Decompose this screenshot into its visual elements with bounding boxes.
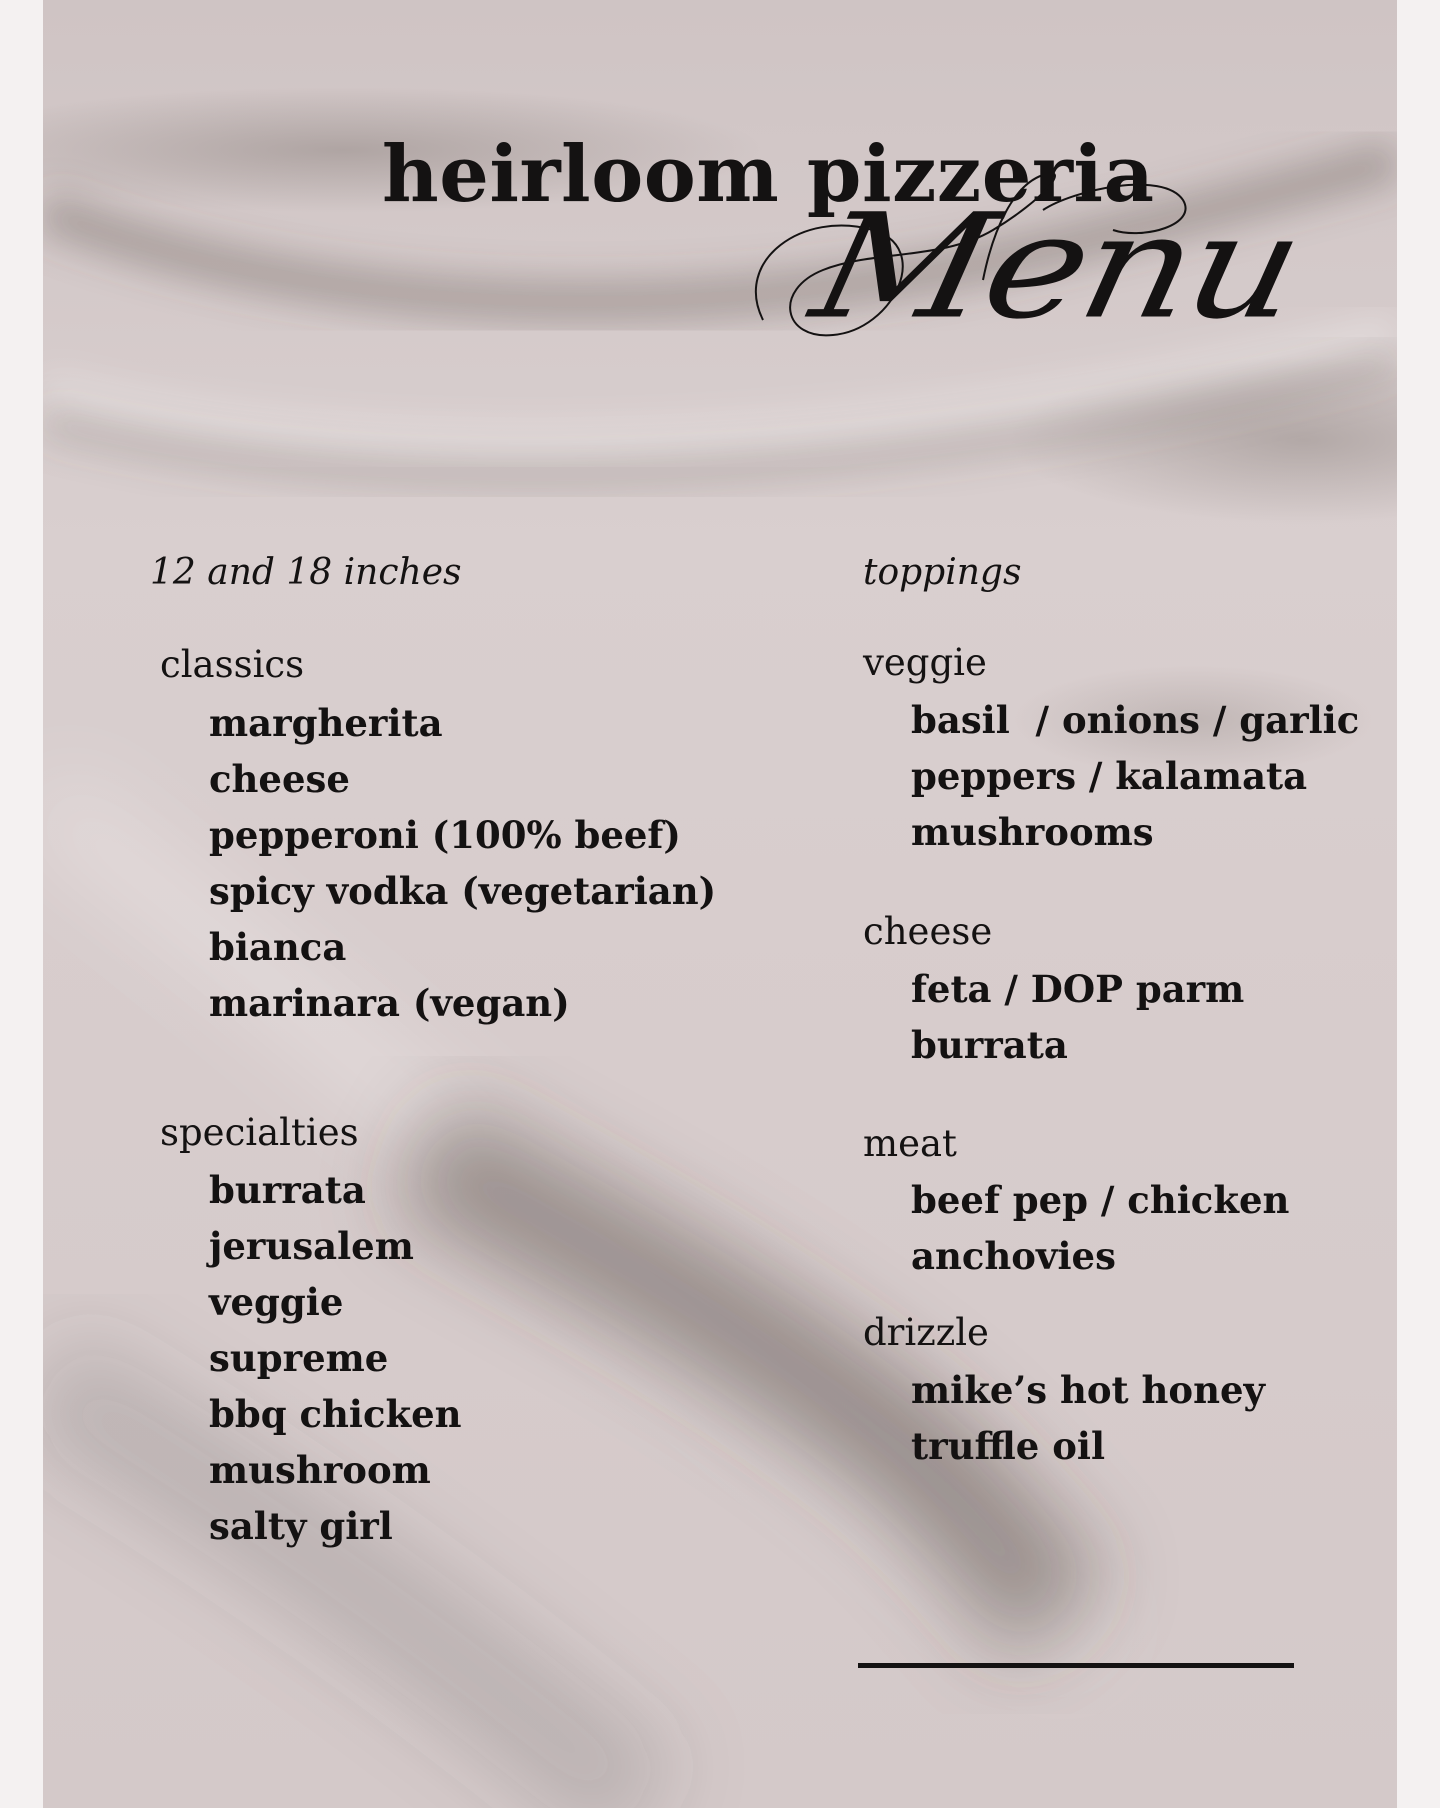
topping-item: burrata (911, 1023, 1068, 1067)
menu-item: spicy vodka (vegetarian) (209, 869, 717, 913)
section-title-classics: classics (160, 643, 305, 686)
veggie-toppings-list (911, 692, 1359, 860)
topping-item: mushrooms (911, 810, 1154, 854)
menu-item: salty girl (209, 1504, 393, 1548)
restaurant-name: heirloom pizzeria (382, 129, 1155, 220)
menu-item: pepperoni (100% beef) (209, 813, 681, 857)
menu-item: bbq chicken (209, 1392, 462, 1436)
menu-item: bianca (209, 925, 347, 969)
size-subheading: 12 and 18 inches (150, 552, 462, 593)
cheese-toppings-list (911, 961, 1244, 1073)
menu-item: burrata (209, 1168, 366, 1212)
drizzle-toppings-list (911, 1362, 1265, 1474)
topping-item: beef pep / chicken (911, 1178, 1290, 1222)
divider-line (858, 1663, 1294, 1668)
section-title-specialties: specialties (160, 1111, 359, 1154)
menu-item: marinara (vegan) (209, 981, 570, 1025)
menu-item: supreme (209, 1336, 389, 1380)
menu-item: margherita (209, 701, 443, 745)
toppings-subheading: toppings (863, 552, 1022, 593)
section-title-meat: meat (863, 1122, 957, 1165)
topping-item: basil / onions / garlic (911, 698, 1360, 742)
menu-item: jerusalem (209, 1224, 414, 1268)
topping-item: mike’s hot honey (911, 1368, 1266, 1412)
topping-item: truffle oil (911, 1424, 1106, 1468)
section-title-veggie: veggie (863, 641, 987, 684)
menu-script-title: Menu (799, 183, 1314, 352)
topping-item: anchovies (911, 1234, 1116, 1278)
menu-item: cheese (209, 757, 350, 801)
classics-list (209, 695, 716, 1031)
section-title-cheese: cheese (863, 910, 993, 953)
specialties-list (209, 1162, 462, 1554)
topping-item: peppers / kalamata (911, 754, 1308, 798)
meat-toppings-list (911, 1172, 1289, 1284)
menu-page (43, 0, 1397, 1808)
menu-item: mushroom (209, 1448, 431, 1492)
topping-item: feta / DOP parm (911, 967, 1245, 1011)
menu-item: veggie (209, 1280, 344, 1324)
section-title-drizzle: drizzle (863, 1311, 989, 1354)
